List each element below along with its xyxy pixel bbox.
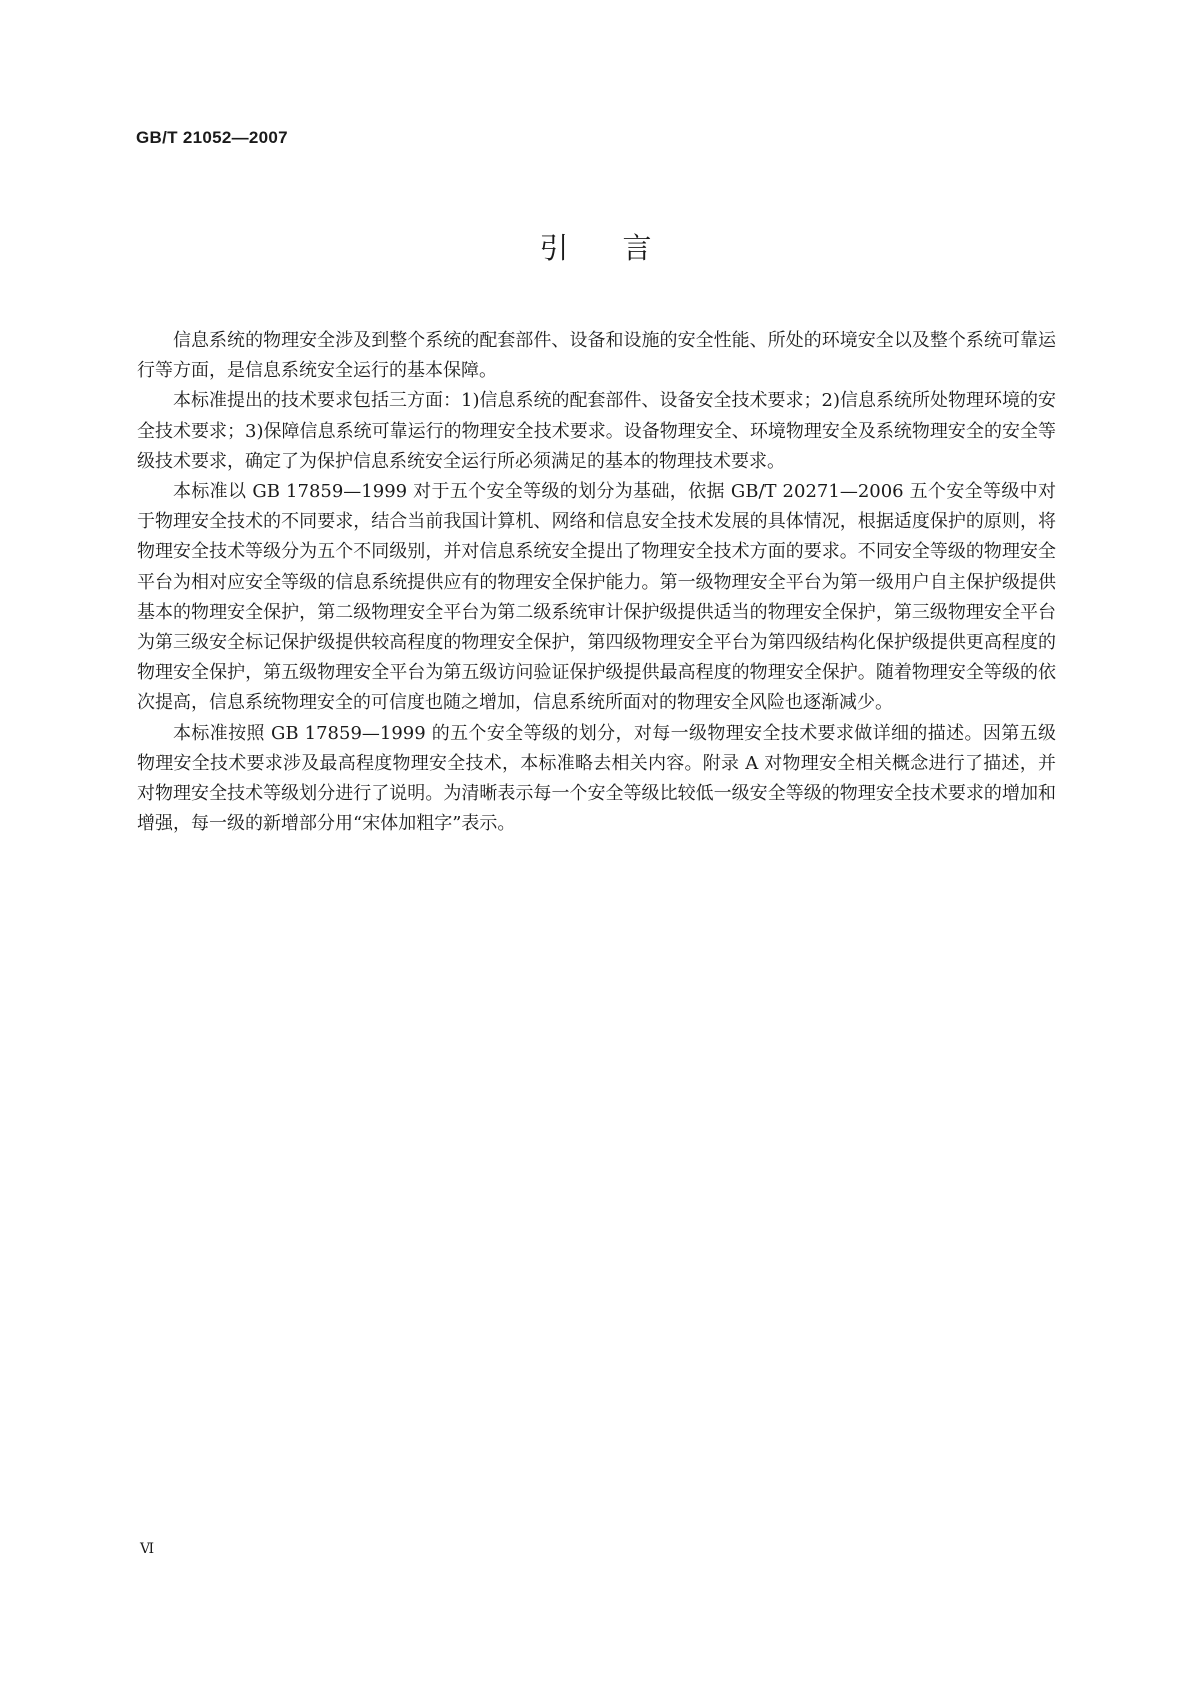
paragraph-3: 本标准以 GB 17859—1999 对于五个安全等级的划分为基础，依据 GB/T 20271—2006 五个安全等级中对于物理安全技术的不同要求，结合当前我国计算机、网络和信息安全技术发展的具体情况，根据适度保护的原则，将物理安全技术等级分为五个不同级别，并对信息系统安全提出了物理安全技术方面的要求。不同安全等级的物理安全平台为相对应安全等级的信息系统提供应有的物理安全保护能力。第一级物理安全平台为第一级用户自主保护级提供基本的物理安全保护，第二级物理安全平台为第二级系统审计保护级提供适当的物理安全保护，第三级物理安全平台为第三级安全标记保护级提供较高程度的物理安全保护，第四级物理安全平台为第四级结构化保护级提供更高程度的物理安全保护，第五级物理安全平台为第五级访问验证保护级提供最高程度的物理安全保护。随着物理安全等级的依次提高，信息系统物理安全的可信度也随之增加，信息系统所面对的物理安全风险也逐渐减少。	[137, 481, 1056, 714]
paragraph-1: 信息系统的物理安全涉及到整个系统的配套部件、设备和设施的安全性能、所处的环境安全以及整个系统可靠运行等方面，是信息系统安全运行的基本保障。	[137, 330, 1056, 382]
page-title: 引言	[539, 231, 706, 265]
introduction-body	[137, 326, 1056, 839]
standard-code: GB/T 21052—2007	[136, 128, 288, 147]
paragraph-2: 本标准提出的技术要求包括三方面：1)信息系统的配套部件、设备安全技术要求；2)信息系统所处物理环境的安全技术要求；3)保障信息系统可靠运行的物理安全技术要求。设备物理安全、环境物理安全及系统物理安全的安全等级技术要求，确定了为保护信息系统安全运行所必须满足的基本的物理技术要求。	[137, 390, 1056, 472]
page-number: Ⅵ	[140, 1541, 155, 1557]
paragraph-4: 本标准按照 GB 17859—1999 的五个安全等级的划分，对每一级物理安全技术要求做详细的描述。因第五级物理安全技术要求涉及最高程度物理安全技术，本标准略去相关内容。附录 A 对物理安全相关概念进行了描述，并对物理安全技术等级划分进行了说明。为清晰表示每一个安全等级比较低一级安全等级的物理安全技术要求的增加和增强，每一级的新增部分用“宋体加粗字”表示。	[137, 722, 1056, 835]
